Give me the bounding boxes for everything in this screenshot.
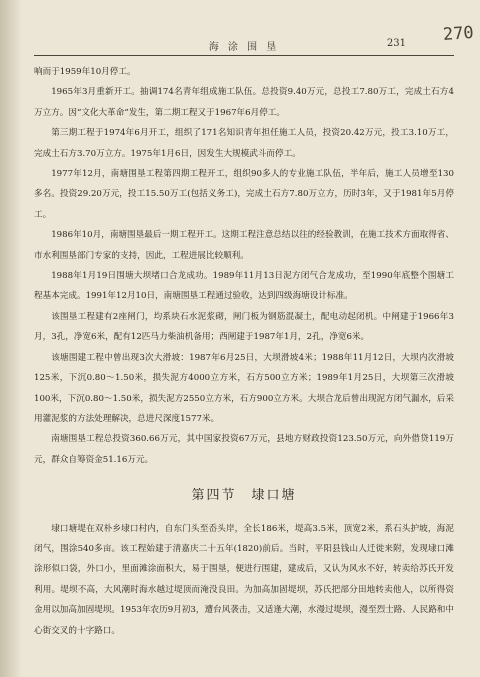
running-header (34, 38, 454, 56)
handwritten-page-number: 270 (442, 22, 475, 46)
paragraph: 1965年3月重新开工。抽调174名青年组成施工队伍。总投资9.40万元，总投工7.80万工，完成土石方4万立方。因“文化大革命”发生，第二期工程又于1967年6月停工。 (34, 87, 454, 118)
paragraph: 1977年12月，南塘围垦工程第四期工程开工，组织90多人的专业施工队伍，半年后，施工人员增至130多名。投资29.20万元，投工15.50万工(包括义务工)，完成土石方7.80万立方，历时3年，又于1981年5月停工。 (34, 169, 454, 220)
paragraph: 响而于1959年10月停工。 (34, 67, 136, 77)
paragraph: 第三期工程于1974年6月开工，组织了171名知识青年担任施工人员，投资20.42万元，投工3.10万工，完成土石方3.70万立方。1975年1月6日，因发生大规模武斗而停工。 (34, 128, 454, 159)
paragraph: 南塘围垦工程总投资360.66万元，其中国家投资67万元，县地方财政投资123.50万元，向外借贷119万元，群众自筹资金51.16万元。 (34, 434, 454, 465)
page-binding-shadow (0, 0, 22, 677)
page-number: 231 (386, 38, 406, 49)
paragraph: 1986年10月，南塘围垦最后一期工程开工。这期工程注意总结以往的经验教训，在施工技术方面取得省、市水利围垦部门专家的支持，因此，工程进展比较顺利。 (34, 230, 454, 261)
paragraph: 该塘围建工程中曾出现3次大滑坡：1987年6月25日，大坝滑坡4米；1988年11月12日，大坝内次滑坡125米，下沉0.80～1.50米，损失泥方4000立方米，石方500立方米；1989年1月25日，大坝第三次滑坡100米，下沉0.80～1.50米，损失泥方2550立方米，石方900立方米。大坝合龙后曾出现泥方闭气漏水，后采用灌泥浆的方法处理解决，总进尺深度1577米。 (34, 352, 454, 424)
page-body (34, 62, 454, 641)
running-header-title: 海 涂 围 垦 (208, 42, 280, 53)
header-rule (34, 55, 454, 56)
paragraph: 埭口塘堤在双朴乡埭口村内，自东门头至岙头岸，全长186米，堤高3.5米，顶宽2米，系石头护坡，海泥闭气，围涂540多亩。该工程始建于清嘉庆二十五年(1820)前后。当时，平阳县钱山人迁徙来附，发现埭口滩涂形似口袋，外口小，里面滩涂面积大，易于围垦，便进行围建，建成后，又认为风水不好，转卖给苏氏开发利用。堤坝不高，大风潮时海水越过堤顶而淹没良田。为加高加固堤坝，苏氏把部分田地转卖他人，以所得资金用以加高加固堤坝。1953年农历9月初3，遭台风袭击，又适逢大潮，水漫过堤坝，漫至烈士路、人民路和中心街交叉的十字路口。 (34, 523, 454, 636)
section-heading: 第四节 埭口塘 (191, 488, 297, 504)
paragraph: 该围垦工程建有2座闸门，均系块石水泥浆砌，闸门板为钢筋混凝土，配电动起闭机。中闸建于1966年3月，3孔，净宽6米，配有12匹马力柴油机备用；西闸建于1987年1月，2孔，净宽6米。 (34, 311, 454, 343)
paragraph: 1988年1月19日围塘大坝堵口合龙成功。1989年11月13日泥方闭气合龙成功，至1990年底整个围塘工程基本完成。1991年12月10日，南塘围垦工程通过验收，达到四级海塘设计标准。 (34, 271, 454, 302)
